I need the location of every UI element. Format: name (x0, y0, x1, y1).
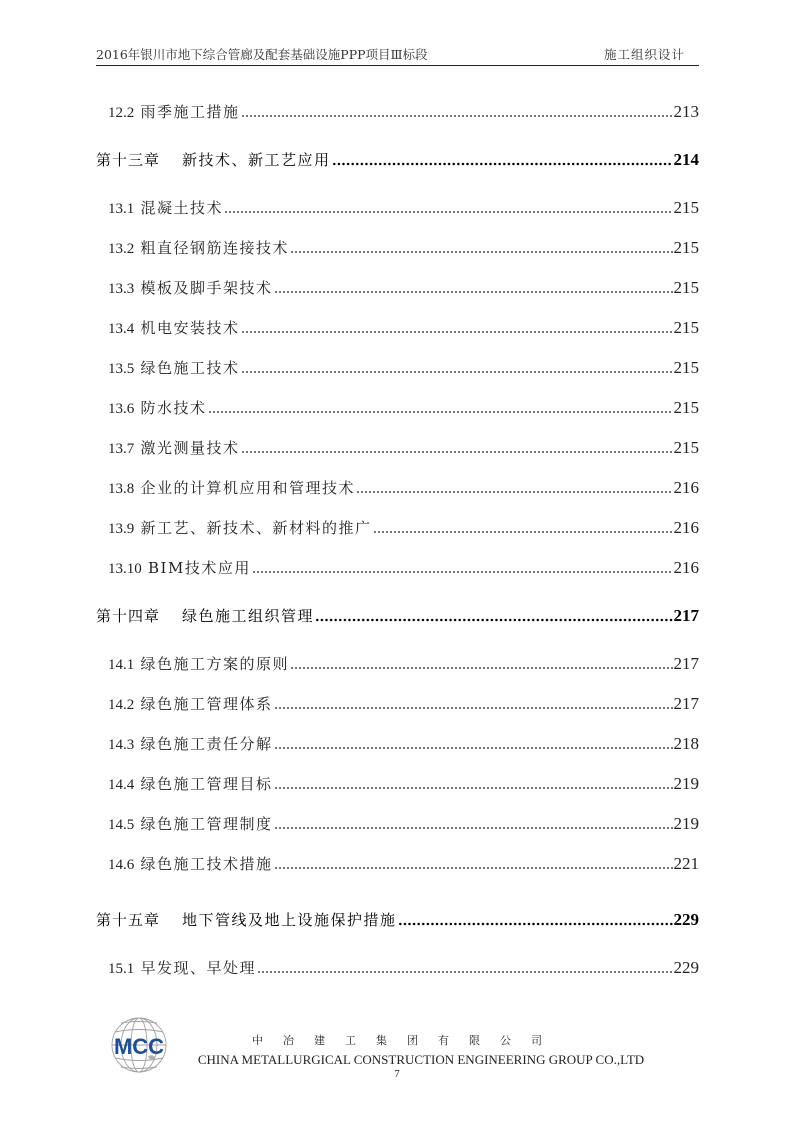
dot-leader (274, 824, 673, 830)
toc-entry-title: 雨季施工措施 (140, 103, 240, 121)
toc-entry-label (108, 733, 273, 754)
section-number: 13.7 (108, 441, 135, 457)
toc-entry-title: 新工艺、新技术、新材料的推广 (140, 519, 372, 537)
toc-page-number: 215 (673, 438, 699, 457)
toc-section-entry[interactable] (96, 316, 699, 338)
toc-section-entry[interactable] (96, 556, 699, 578)
toc-page-number: 215 (673, 318, 699, 337)
toc-entry-label (108, 101, 240, 122)
dot-leader (252, 568, 673, 574)
toc-page-number: 229 (673, 910, 699, 929)
dot-leader (241, 328, 673, 334)
toc-section-entry[interactable] (96, 516, 699, 538)
toc-entry-title: 绿色施工管理制度 (140, 815, 273, 833)
section-number: 13.9 (108, 521, 135, 537)
dot-leader (208, 408, 673, 414)
dot-leader (373, 528, 673, 534)
toc-section-entry[interactable] (96, 956, 699, 978)
toc-section-entry[interactable] (96, 276, 699, 298)
toc-page-number: 216 (673, 558, 699, 577)
dot-leader (257, 968, 672, 974)
dot-leader (241, 368, 673, 374)
chapter-number: 第十三章 (96, 151, 161, 169)
section-number: 14.5 (108, 817, 135, 833)
section-number: 14.3 (108, 737, 135, 753)
svg-text:MCC: MCC (113, 1034, 165, 1059)
toc-page-number: 217 (673, 606, 699, 625)
toc-page-number: 229 (673, 958, 699, 977)
toc-entry-title: 绿色施工组织管理 (182, 607, 315, 625)
section-number: 15.1 (108, 961, 135, 977)
section-number: 13.5 (108, 361, 135, 377)
section-number: 13.8 (108, 481, 135, 497)
toc-chapter-entry[interactable] (96, 604, 699, 626)
toc-section-entry[interactable] (96, 196, 699, 218)
dot-leader (290, 664, 672, 670)
toc-entry-title: 混凝土技术 (140, 199, 224, 217)
toc-entry-title: BIM技术应用 (148, 559, 251, 577)
toc-entry-title: 粗直径钢筋连接技术 (140, 239, 290, 257)
toc-page-number: 219 (673, 774, 699, 793)
toc-page-number: 217 (673, 654, 699, 673)
section-number: 14.4 (108, 777, 135, 793)
section-number: 13.4 (108, 321, 135, 337)
toc-entry-label (108, 277, 273, 298)
toc-page-number: 214 (673, 150, 699, 169)
toc-section-entry[interactable] (96, 732, 699, 754)
toc-section-entry[interactable] (96, 436, 699, 458)
chapter-number: 第十五章 (96, 911, 161, 929)
dot-leader (290, 248, 672, 254)
dot-leader (274, 864, 673, 870)
page-number: 7 (394, 1068, 400, 1080)
toc-entry-label (108, 853, 273, 874)
toc-section-entry[interactable] (96, 100, 699, 122)
toc-entry-title: 绿色施工责任分解 (140, 735, 273, 753)
toc-section-entry[interactable] (96, 692, 699, 714)
dot-leader (274, 744, 673, 750)
dot-leader (315, 616, 672, 622)
toc-entry-label (108, 693, 273, 714)
section-number: 13.10 (108, 561, 142, 577)
toc-entry-label (108, 317, 240, 338)
toc-page-number: 215 (673, 398, 699, 417)
toc-entry-label (108, 773, 273, 794)
toc-entry-label (108, 517, 372, 538)
toc-entry-title: 激光测量技术 (140, 439, 240, 457)
toc-entry-title: 新技术、新工艺应用 (182, 151, 331, 169)
dot-leader (274, 288, 673, 294)
toc-entry-title: 机电安装技术 (140, 319, 240, 337)
dot-leader (274, 784, 673, 790)
toc-entry-label (108, 437, 240, 458)
toc-page-number: 215 (673, 358, 699, 377)
toc-entry-label (108, 813, 273, 834)
section-number: 13.2 (108, 241, 135, 257)
toc-page-number: 221 (673, 854, 699, 873)
toc-section-entry[interactable] (96, 772, 699, 794)
toc-page-number: 215 (673, 198, 699, 217)
toc-entry-label (96, 149, 331, 170)
toc-entry-title: 绿色施工技术 (140, 359, 240, 377)
toc-section-entry[interactable] (96, 356, 699, 378)
toc-entry-title: 地下管线及地上设施保护措施 (182, 911, 397, 929)
header-doc-type: 施工组织设计 (603, 47, 685, 62)
company-name-cn: 中冶建工集团有限公司 (252, 1034, 562, 1047)
toc-entry-title: 绿色施工技术措施 (140, 855, 273, 873)
section-number: 13.1 (108, 201, 135, 217)
dot-leader (398, 920, 673, 926)
toc-section-entry[interactable] (96, 236, 699, 258)
dot-leader (332, 160, 673, 166)
toc-entry-label (108, 197, 223, 218)
section-number: 12.2 (108, 105, 135, 121)
toc-entry-label (108, 957, 256, 978)
dot-leader (241, 112, 673, 118)
toc-page-number: 216 (673, 478, 699, 497)
page-footer (0, 1010, 794, 1120)
toc-section-entry[interactable] (96, 652, 699, 674)
toc-entry-label (108, 557, 251, 578)
toc-page-number: 217 (673, 694, 699, 713)
toc-section-entry[interactable] (96, 852, 699, 874)
toc-page-number: 219 (673, 814, 699, 833)
toc-entry-label (108, 237, 289, 258)
section-number: 13.3 (108, 281, 135, 297)
toc-page-number: 215 (673, 278, 699, 297)
toc-section-entry[interactable] (96, 812, 699, 834)
toc-page-number: 218 (673, 734, 699, 753)
toc-page-number: 215 (673, 238, 699, 257)
section-number: 14.2 (108, 697, 135, 713)
toc-entry-title: 绿色施工管理体系 (140, 695, 273, 713)
toc-entry-label (96, 909, 397, 930)
header-project-title: 2016年银川市地下综合管廊及配套基础设施PPP项目Ⅲ标段 (96, 47, 428, 62)
page-header (96, 42, 699, 66)
toc-entry-title: 绿色施工方案的原则 (140, 655, 290, 673)
toc-section-entry[interactable] (96, 396, 699, 418)
chapter-number: 第十四章 (96, 607, 161, 625)
dot-leader (356, 488, 672, 494)
toc-entry-label (108, 477, 355, 498)
toc-section-entry[interactable] (96, 476, 699, 498)
dot-leader (224, 208, 672, 214)
toc-entry-title: 绿色施工管理目标 (140, 775, 273, 793)
toc-entry-title: 企业的计算机应用和管理技术 (140, 479, 356, 497)
section-number: 14.1 (108, 657, 135, 673)
toc-chapter-entry[interactable] (96, 148, 699, 170)
toc-page-number: 216 (673, 518, 699, 537)
toc-entry-label (96, 605, 314, 626)
toc-entry-title: 早发现、早处理 (140, 959, 257, 977)
toc-entry-title: 模板及脚手架技术 (140, 279, 273, 297)
toc-page-number: 213 (673, 102, 699, 121)
toc-chapter-entry[interactable] (96, 908, 699, 930)
toc-entry-label (108, 357, 240, 378)
section-number: 14.6 (108, 857, 135, 873)
toc-entry-title: 防水技术 (140, 399, 207, 417)
company-name-en: CHINA METALLURGICAL CONSTRUCTION ENGINEERING GROUP CO.,LTD (197, 1052, 645, 1067)
toc-entry-label (108, 397, 207, 418)
section-number: 13.6 (108, 401, 135, 417)
toc-entry-label (108, 653, 289, 674)
dot-leader (241, 448, 673, 454)
dot-leader (274, 704, 673, 710)
